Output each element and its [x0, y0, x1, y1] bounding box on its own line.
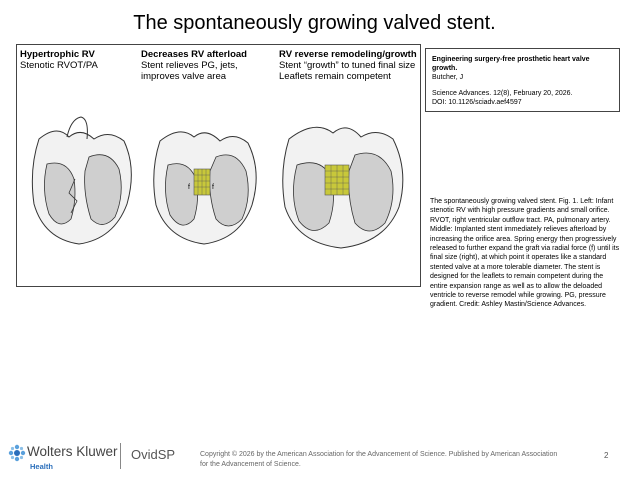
panel-left-heading [20, 49, 98, 71]
force-label-left: f [188, 184, 190, 191]
force-label-right: f [212, 184, 214, 191]
copyright-notice: Copyright © 2026 by the American Association for the Advancement of Science. Published by American Association for the Advancement of Science. [200, 451, 558, 468]
panel-left-title: Hypertrophic RV [20, 49, 95, 60]
panel-middle-line2: improves valve area [141, 71, 227, 82]
brand-subname: Health [30, 462, 53, 471]
article-author: Butcher, J [432, 74, 464, 81]
heart-illustration-right [275, 103, 415, 253]
product-name: OvidSP [131, 447, 176, 462]
panel-right-title: RV reverse remodeling/growth [279, 49, 417, 60]
panel-middle-title: Decreases RV afterload [141, 49, 247, 60]
slide-title: The spontaneously growing valved stent. [133, 12, 496, 34]
brand-name: Wolters Kluwer [27, 444, 118, 459]
wolters-kluwer-logo-icon [8, 444, 26, 462]
page-number: 2 [604, 451, 609, 460]
article-journal: Science Advances. 12(8), February 20, 2026. [432, 90, 573, 97]
panel-right-line2: Leaflets remain competent [279, 71, 391, 82]
heart-illustration-middle [142, 109, 267, 249]
article-doi[interactable]: DOI: 10.1126/sciadv.aef4597 [432, 99, 522, 106]
panel-middle-heading [141, 49, 247, 82]
panel-right-line1: Stent “growth” to tuned final size [279, 60, 416, 71]
panel-left-line1: Stenotic RVOT/PA [20, 60, 98, 71]
panel-middle-line1: Stent relieves PG, jets, [141, 60, 238, 71]
citation-box [425, 48, 620, 112]
figure-caption: The spontaneously growing valved stent. Fig. 1. Left: Infant stenotic RV with high pressure gradients and small orifice. RVOT, right ventricular outflow tract. PA, pulmonary artery. Middle: Implanted stent immediately relieves afterload by increasing the orifice area. Spring energy then progressively released to further expand the graft via radial force (f) until its final size (right), at which point it operates like a standard stented valve at a more tolerable diameter. The stent is designed for the leaflets to remain competent during the entire expansion range as well as to allow the deloaded ventricle to reverse remodel while growing. PG, pressure gradient. Credit: Ashley Mastin/Science Advances. [430, 198, 620, 309]
article-title[interactable]: Engineering surgery-free prosthetic heart valve growth. [432, 56, 590, 72]
footer-divider [120, 443, 121, 469]
heart-illustration-left [19, 109, 139, 249]
panel-right-heading [279, 49, 417, 82]
figure-panel [16, 44, 421, 287]
